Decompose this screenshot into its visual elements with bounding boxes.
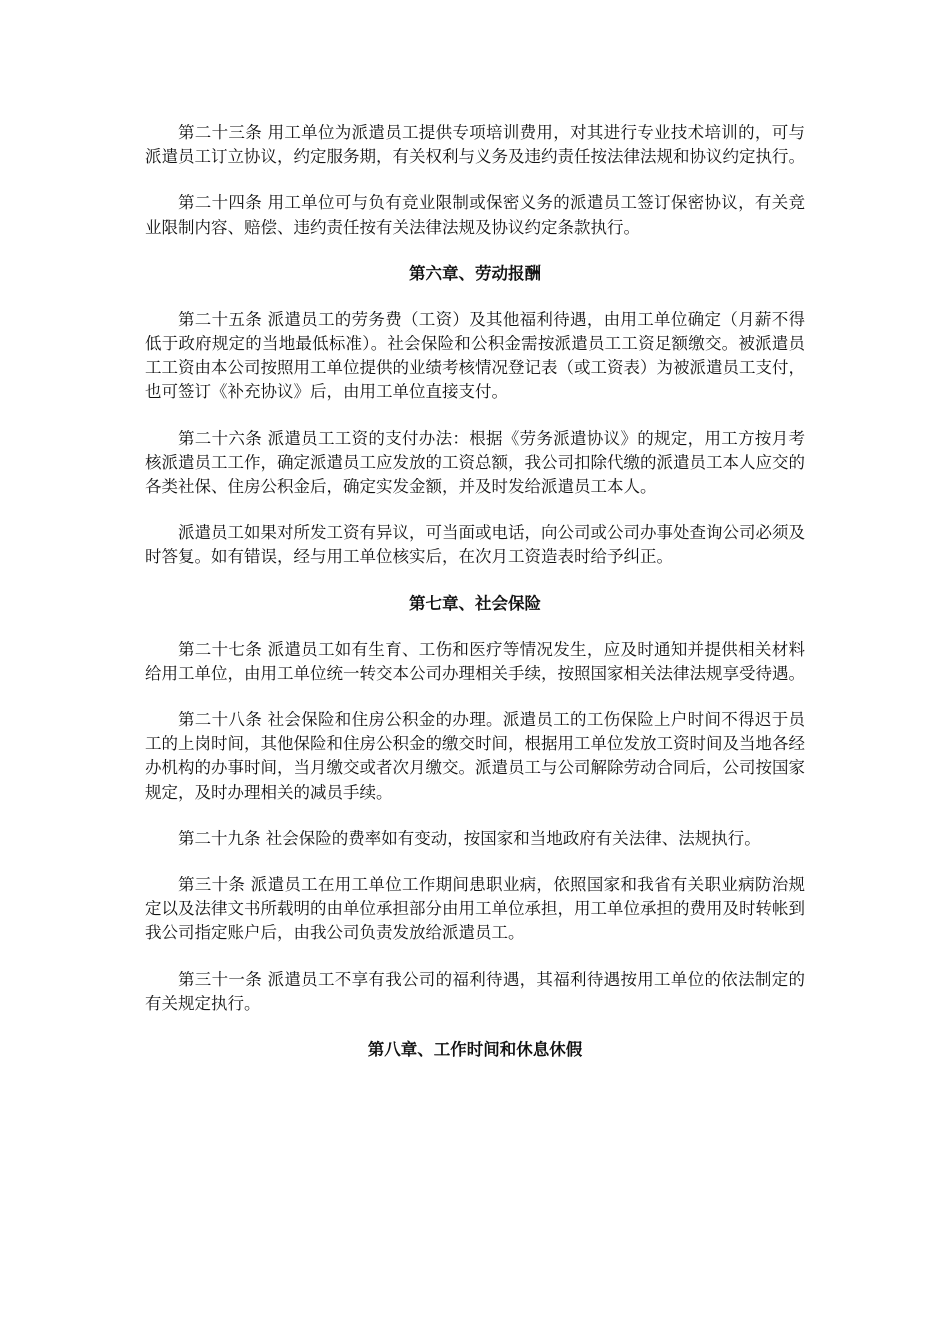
salary-dispute-paragraph: 派遣员工如果对所发工资有异议，可当面或电话，向公司或公司办事处查询公司必须及时答复。如有错误，经与用工单位核实后，在次月工资造表时给予纠正。: [145, 523, 805, 567]
article-26-paragraph: 第二十六条 派遣员工工资的支付办法：根据《劳务派遣协议》的规定，用工方按月考核派遣员工工作，确定派遣员工应发放的工资总额，我公司扣除代缴的派遣员工本人应交的各类社保、住房公积金后，确定实发金额，并及时发给派遣员工本人。: [145, 428, 805, 497]
chapter-7-heading: 第七章、社会保险: [409, 593, 541, 613]
article-25-paragraph: 第二十五条 派遣员工的劳务费（工资）及其他福利待遇，由用工单位确定（月薪不得低于政府规定的当地最低标准）。社会保险和公积金需按派遣员工工资足额缴交。被派遣员工工资由本公司按照用工单位提供的业绩考核情况登记表（或工资表）为被派遣员工支付，也可签订《补充协议》后，由用工单位直接支付。: [145, 309, 805, 402]
article-29-paragraph: 第二十九条 社会保险的费率如有变动，按国家和当地政府有关法律、法规执行。: [178, 828, 761, 848]
article-30-paragraph: 第三十条 派遣员工在用工单位工作期间患职业病，依照国家和我省有关职业病防治规定以及法律文书所载明的由单位承担部分由用工单位承担，用工单位承担的费用及时转帐到我公司指定账户后，由我公司负责发放给派遣员工。: [145, 875, 805, 943]
article-28-paragraph: 第二十八条 社会保险和住房公积金的办理。派遣员工的工伤保险上户时间不得迟于员工的上岗时间，其他保险和住房公积金的缴交时间，根据用工单位发放工资时间及当地各经办机构的办事时间，当月缴交或者次月缴交。派遣员工与公司解除劳动合同后，公司按国家规定，及时办理相关的减员手续。: [145, 710, 805, 802]
article-23-paragraph: 第二十三条 用工单位为派遣员工提供专项培训费用，对其进行专业技术培训的，可与派遣员工订立协议，约定服务期，有关权利与义务及违约责任按法律法规和协议约定执行。: [145, 123, 805, 167]
document-page: [145, 121, 805, 1084]
article-24-paragraph: 第二十四条 用工单位可与负有竞业限制或保密义务的派遣员工签订保密协议，有关竞业限制内容、赔偿、违约责任按有关法律法规及协议约定条款执行。: [145, 193, 805, 237]
article-31-paragraph: 第三十一条 派遣员工不享有我公司的福利待遇，其福利待遇按用工单位的依法制定的有关规定执行。: [145, 969, 805, 1013]
chapter-8-heading: 第八章、工作时间和休息休假: [367, 1040, 583, 1060]
article-27-paragraph: 第二十七条 派遣员工如有生育、工伤和医疗等情况发生，应及时通知并提供相关材料给用工单位，由用工单位统一转交本公司办理相关手续，按照国家相关法律法规享受待遇。: [145, 639, 805, 683]
chapter-6-heading: 第六章、劳动报酬: [409, 263, 541, 283]
